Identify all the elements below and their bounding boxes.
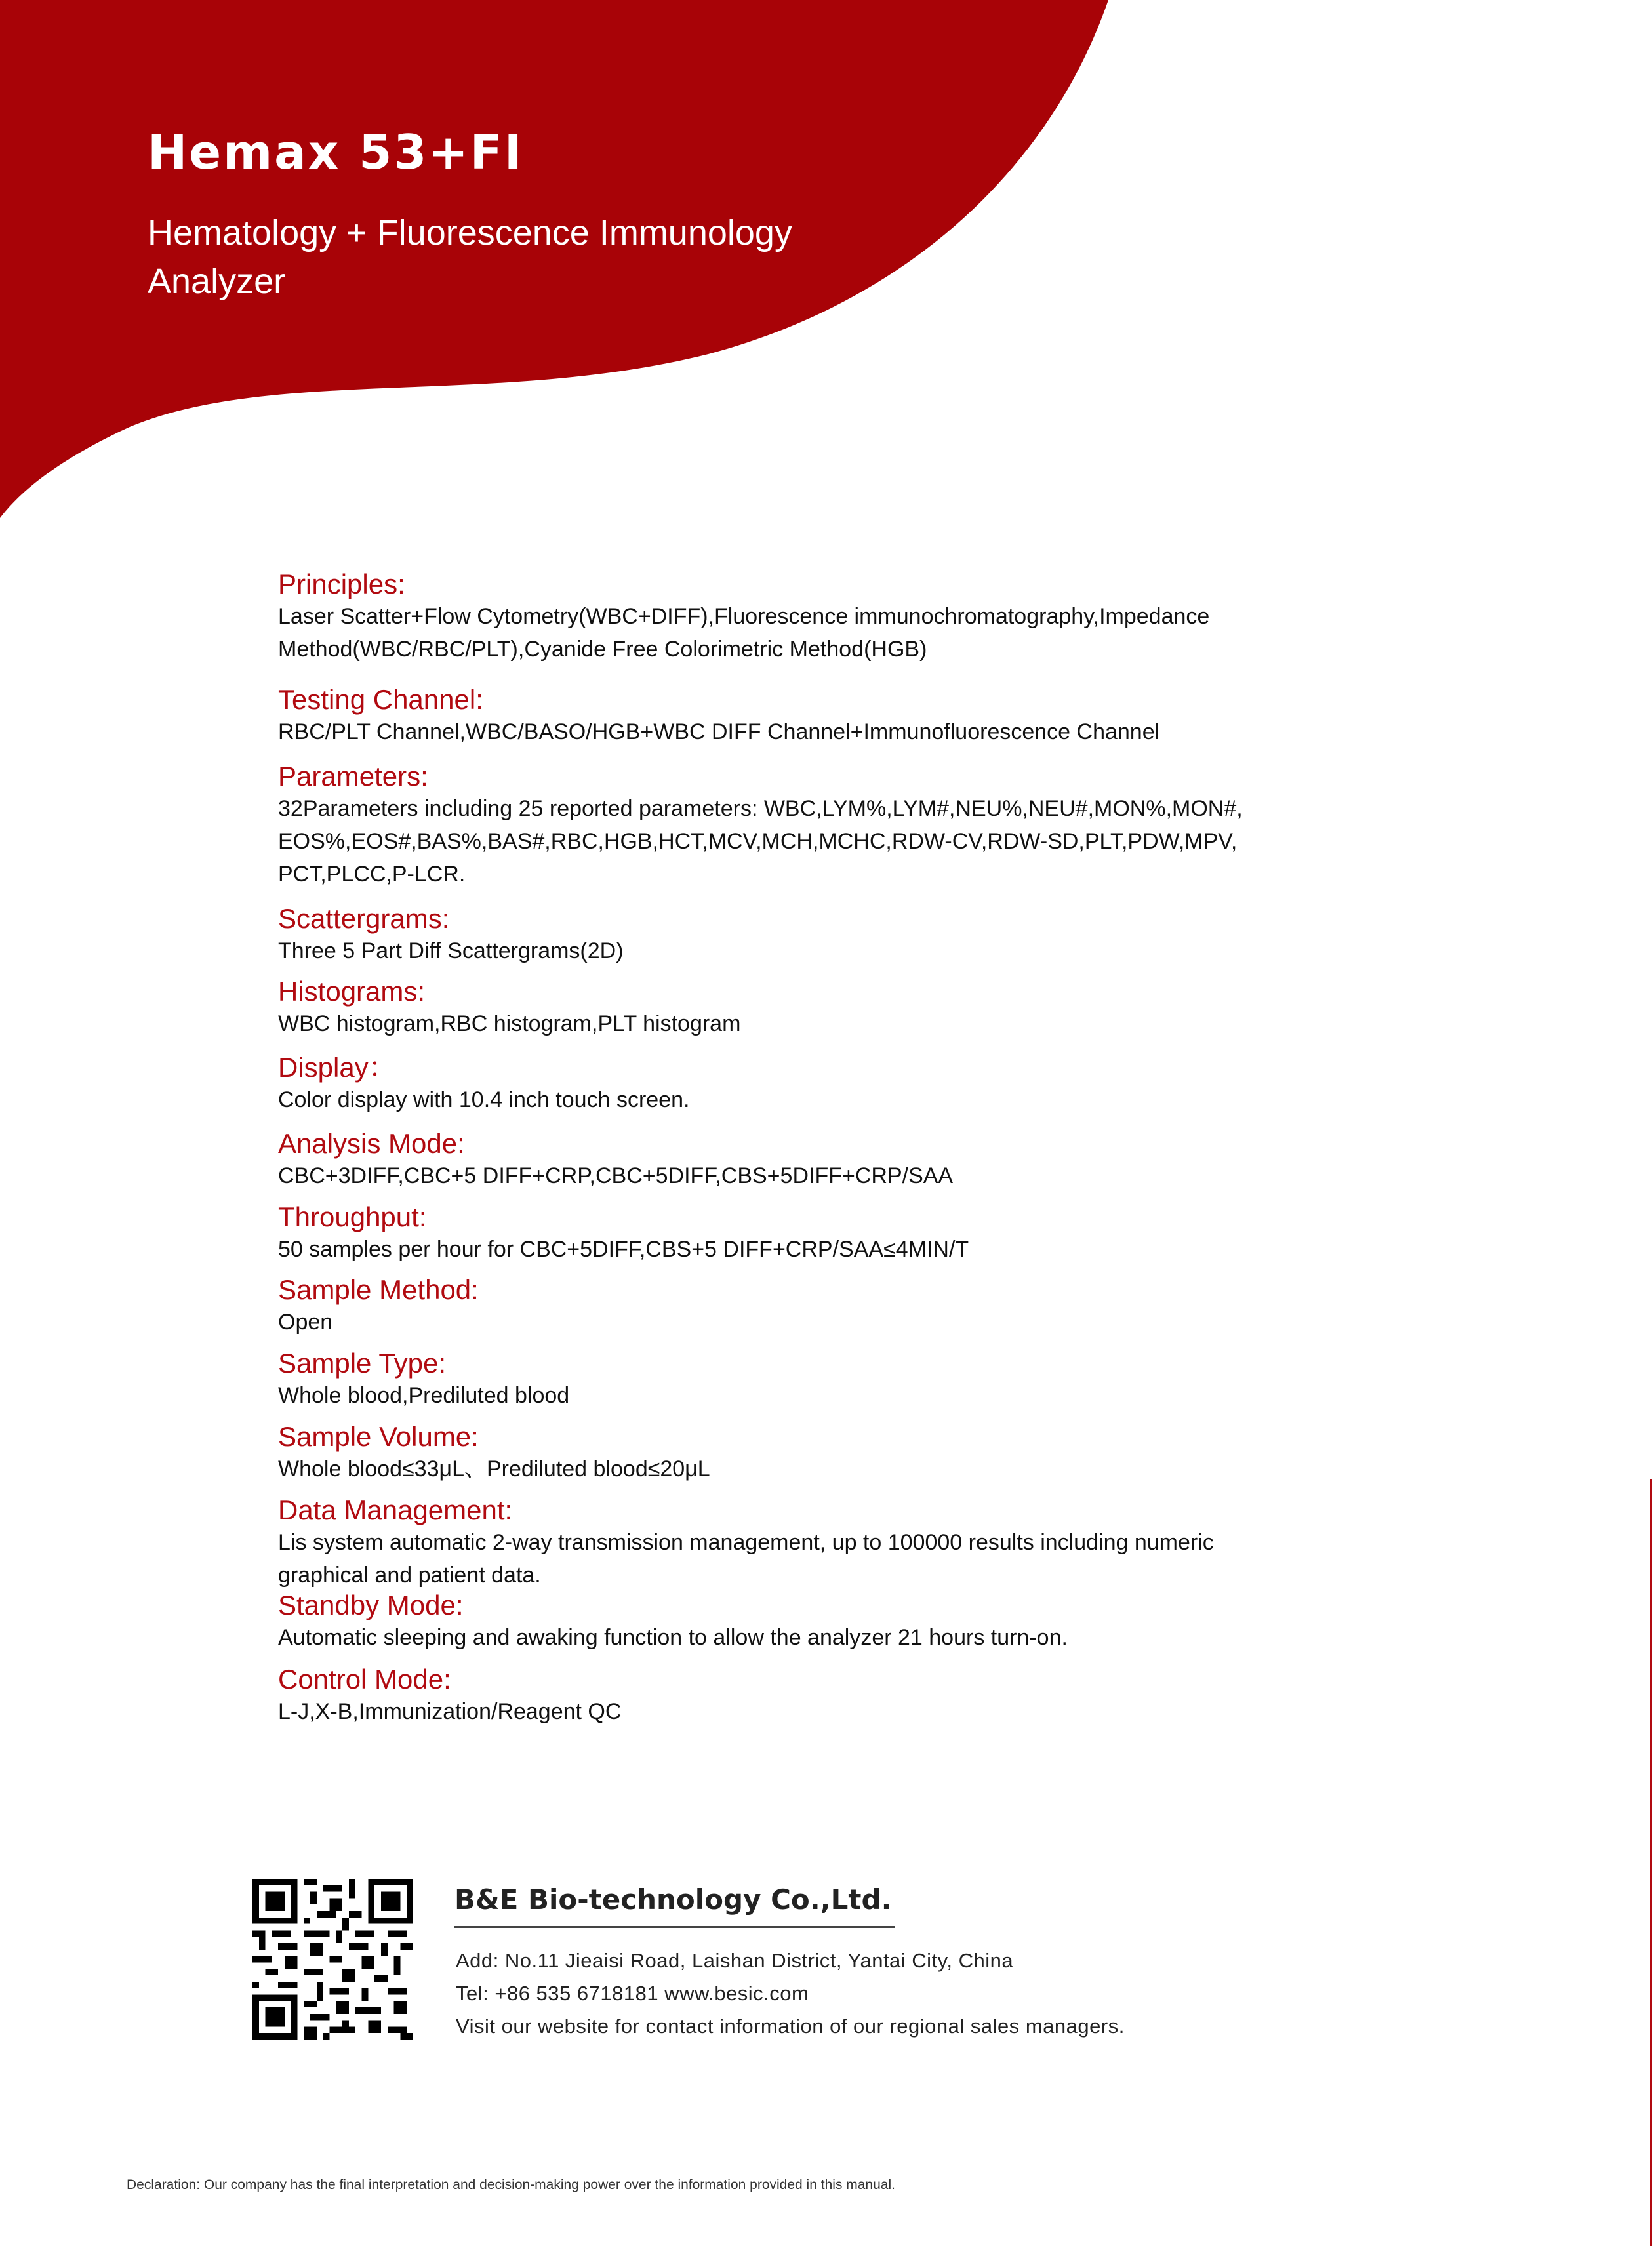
spec-text: WBC histogram,RBC histogram,PLT histogram xyxy=(278,1011,741,1036)
product-subtitle xyxy=(148,209,935,306)
spec-text: Color display with 10.4 inch touch screen. xyxy=(278,1087,690,1112)
spec-scattergrams xyxy=(278,903,1393,967)
company-divider xyxy=(454,1926,895,1928)
spec-control-mode xyxy=(278,1664,1393,1728)
spec-analysis-mode xyxy=(278,1128,1393,1192)
subtitle-line-2: Analyzer xyxy=(148,262,286,301)
spec-text: PCT,PLCC,P-LCR. xyxy=(278,862,466,887)
spec-text: Whole blood≤33μL、Prediluted blood≤20μL xyxy=(278,1457,710,1481)
spec-text: Open xyxy=(278,1310,333,1335)
spec-label: Parameters: xyxy=(278,761,428,792)
spec-testing-channel xyxy=(278,684,1393,748)
spec-text: Method(WBC/RBC/PLT),Cyanide Free Colorimetric Method(HGB) xyxy=(278,637,927,662)
spec-label: Sample Volume: xyxy=(278,1421,479,1452)
spec-text: CBC+3DIFF,CBC+5 DIFF+CRP,CBC+5DIFF,CBS+5DIFF+CRP/SAA xyxy=(278,1163,954,1188)
spec-label: Testing Channel: xyxy=(278,684,483,715)
spec-principles xyxy=(278,569,1393,666)
subtitle-line-1: Hematology + Fluorescence Immunology xyxy=(148,213,792,252)
spec-label: Analysis Mode: xyxy=(278,1128,465,1159)
spec-throughput xyxy=(278,1201,1393,1266)
spec-text: Whole blood,Prediluted blood xyxy=(278,1383,570,1408)
spec-label: Throughput: xyxy=(278,1201,427,1232)
company-name: B&E Bio-technology Co.,Ltd. xyxy=(454,1883,892,1916)
qr-code-icon xyxy=(252,1879,413,2040)
spec-text: 32Parameters including 25 reported parameters: WBC,LYM%,LYM#,NEU%,NEU#,MON%,MON#, xyxy=(278,796,1243,821)
spec-text: 50 samples per hour for CBC+5DIFF,CBS+5 DIFF+CRP/SAA≤4MIN/T xyxy=(278,1237,969,1262)
spec-text: RBC/PLT Channel,WBC/BASO/HGB+WBC DIFF Channel+Immunofluorescence Channel xyxy=(278,719,1160,744)
spec-text: EOS%,EOS#,BAS%,BAS#,RBC,HGB,HCT,MCV,MCH,MCHC,RDW-CV,RDW-SD,PLT,PDW,MPV, xyxy=(278,829,1238,854)
spec-label: Histograms: xyxy=(278,976,426,1007)
spec-text: Automatic sleeping and awaking function to allow the analyzer 21 hours turn-on. xyxy=(278,1625,1068,1650)
spec-label: Scattergrams: xyxy=(278,903,450,934)
spec-label: Principles: xyxy=(278,569,405,599)
spec-text: L-J,X-B,Immunization/Reagent QC xyxy=(278,1699,622,1724)
product-title: Hemax 53+FI xyxy=(148,125,524,180)
company-address: Add: No.11 Jieaisi Road, Laishan District, Yantai City, China xyxy=(456,1949,1014,1972)
spec-sample-type xyxy=(278,1348,1393,1412)
spec-label: Sample Type: xyxy=(278,1348,447,1379)
visit-website-note: Visit our website for contact information of our regional sales managers. xyxy=(456,2015,1125,2038)
declaration: Declaration: Our company has the final interpretation and decision-making power over the information provided in this manual. xyxy=(127,2177,895,2192)
spec-standby-mode xyxy=(278,1590,1393,1654)
spec-sample-method xyxy=(278,1274,1393,1338)
spec-label: Data Management: xyxy=(278,1495,513,1525)
company-phone-website: Tel: +86 535 6718181 www.besic.com xyxy=(456,1982,809,2005)
spec-label: Sample Method: xyxy=(278,1274,479,1305)
spec-text: Laser Scatter+Flow Cytometry(WBC+DIFF),Fluorescence immunochromatography,Impedance xyxy=(278,604,1210,629)
spec-text: graphical and patient data. xyxy=(278,1563,541,1588)
spec-label: Control Mode: xyxy=(278,1664,451,1695)
spec-data-management xyxy=(278,1495,1393,1592)
spec-parameters xyxy=(278,761,1393,891)
spec-histograms xyxy=(278,976,1393,1040)
spec-label: Standby Mode: xyxy=(278,1590,464,1620)
spec-label: Display： xyxy=(278,1052,396,1083)
spec-sample-volume xyxy=(278,1421,1393,1485)
spec-text: Three 5 Part Diff Scattergrams(2D) xyxy=(278,938,624,963)
spec-display xyxy=(278,1052,1393,1116)
spec-text: Lis system automatic 2-way transmission management, up to 100000 results including numeric xyxy=(278,1530,1214,1555)
